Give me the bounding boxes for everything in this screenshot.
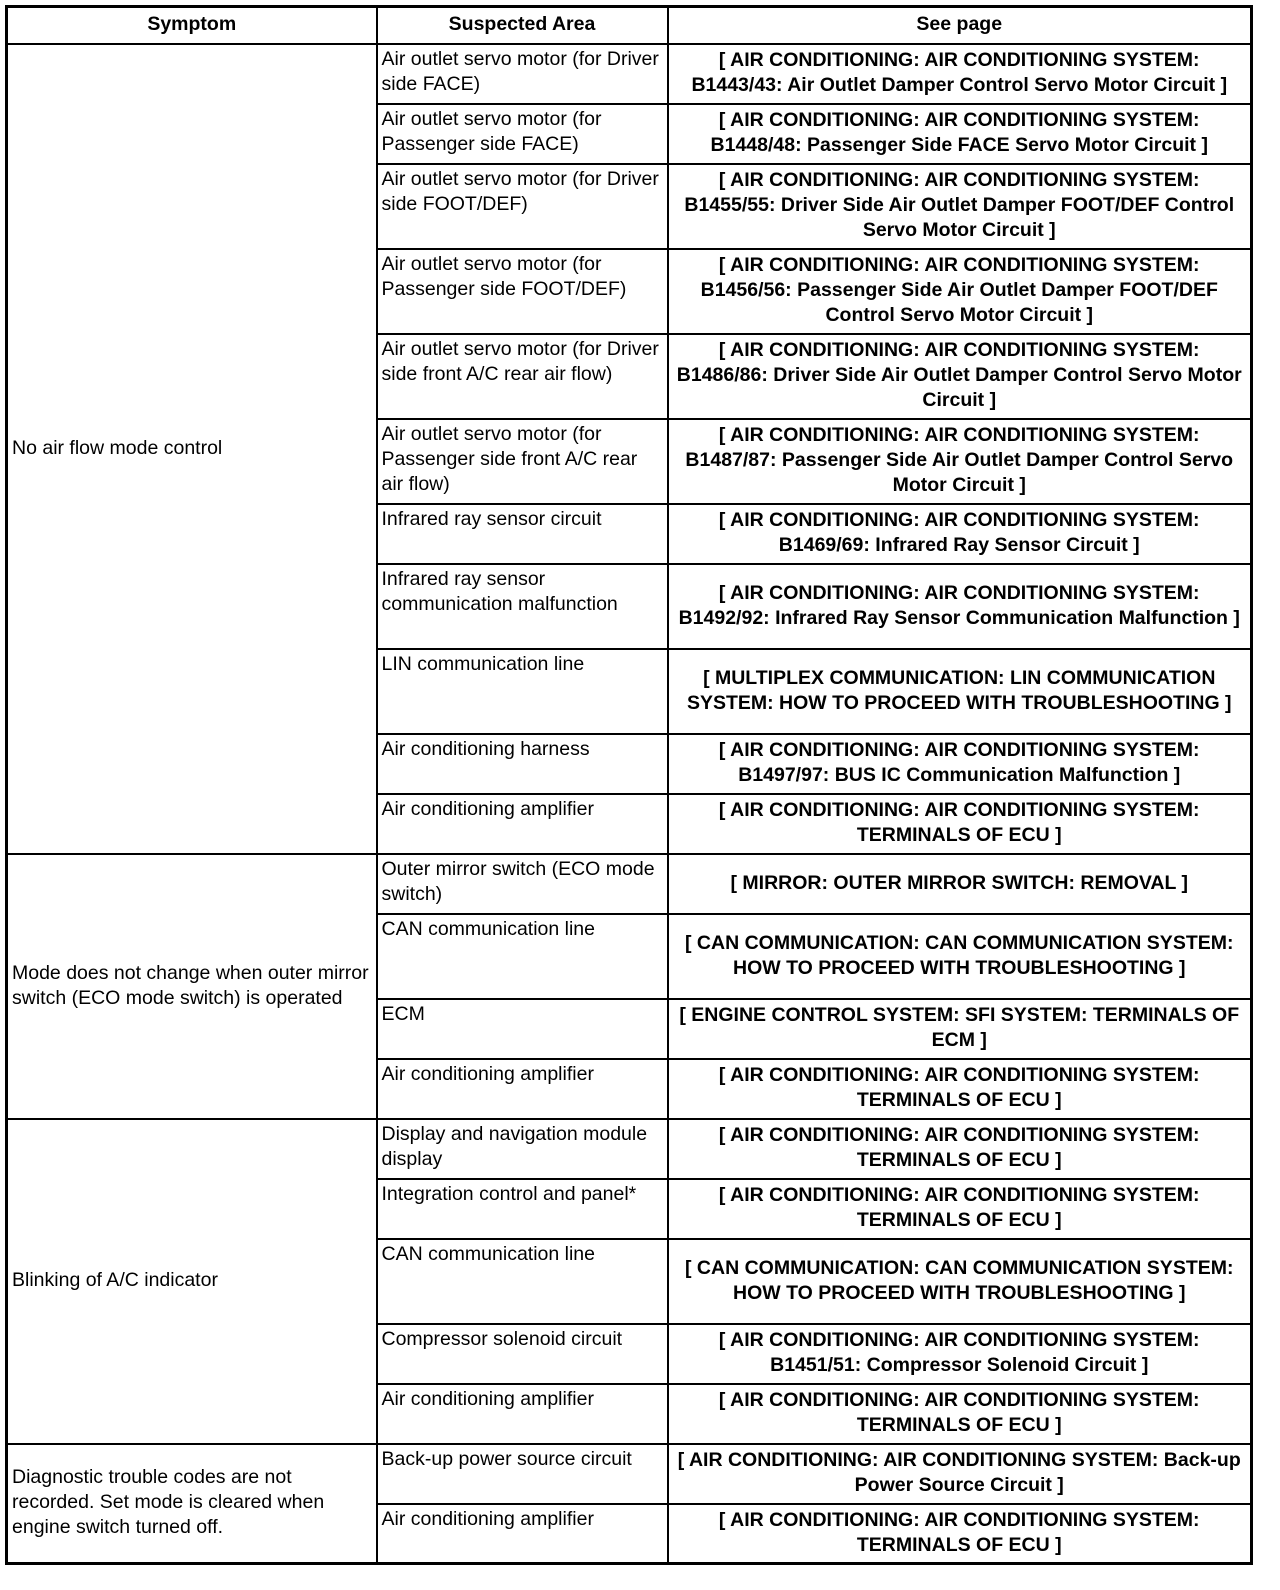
suspected-area-cell: CAN communication line	[377, 914, 668, 999]
see-page-cell: [ CAN COMMUNICATION: CAN COMMUNICATION SYSTEM: HOW TO PROCEED WITH TROUBLESHOOTING ]	[668, 1239, 1252, 1324]
suspected-area-cell: Air outlet servo motor (for Passenger side FACE)	[377, 104, 668, 164]
suspected-area-cell: LIN communication line	[377, 649, 668, 734]
see-page-cell: [ AIR CONDITIONING: AIR CONDITIONING SYSTEM: B1455/55: Driver Side Air Outlet Damper FOOT/DEF Control Servo Motor Circuit ]	[668, 164, 1252, 249]
suspected-area-cell: CAN communication line	[377, 1239, 668, 1324]
table-row	[7, 44, 1252, 104]
suspected-area-cell: Air conditioning amplifier	[377, 1059, 668, 1119]
suspected-area-cell: ECM	[377, 999, 668, 1059]
see-page-cell: [ MIRROR: OUTER MIRROR SWITCH: REMOVAL ]	[668, 854, 1252, 914]
suspected-area-cell: Air outlet servo motor (for Passenger side front A/C rear air flow)	[377, 419, 668, 504]
see-page-cell: [ AIR CONDITIONING: AIR CONDITIONING SYSTEM: TERMINALS OF ECU ]	[668, 1119, 1252, 1179]
see-page-header: See page	[668, 7, 1252, 44]
suspected-area-cell: Back-up power source circuit	[377, 1444, 668, 1504]
suspected-area-cell: Air outlet servo motor (for Driver side FACE)	[377, 44, 668, 104]
see-page-cell: [ AIR CONDITIONING: AIR CONDITIONING SYSTEM: B1497/97: BUS IC Communication Malfunction ]	[668, 734, 1252, 794]
suspected-area-cell: Air conditioning amplifier	[377, 1504, 668, 1564]
symptom-cell: Mode does not change when outer mirror switch (ECO mode switch) is operated	[7, 854, 377, 1119]
table-row	[7, 1444, 1252, 1504]
see-page-cell: [ AIR CONDITIONING: AIR CONDITIONING SYSTEM: Back-up Power Source Circuit ]	[668, 1444, 1252, 1504]
symptom-cell: Blinking of A/C indicator	[7, 1119, 377, 1444]
symptom-header: Symptom	[7, 7, 377, 44]
suspected-area-cell: Air conditioning amplifier	[377, 1384, 668, 1444]
see-page-cell: [ AIR CONDITIONING: AIR CONDITIONING SYSTEM: TERMINALS OF ECU ]	[668, 1059, 1252, 1119]
see-page-cell: [ CAN COMMUNICATION: CAN COMMUNICATION SYSTEM: HOW TO PROCEED WITH TROUBLESHOOTING ]	[668, 914, 1252, 999]
suspected-area-cell: Air outlet servo motor (for Passenger side FOOT/DEF)	[377, 249, 668, 334]
suspected-area-cell: Display and navigation module display	[377, 1119, 668, 1179]
see-page-cell: [ AIR CONDITIONING: AIR CONDITIONING SYSTEM: TERMINALS OF ECU ]	[668, 1179, 1252, 1239]
symptom-cell: No air flow mode control	[7, 44, 377, 854]
suspected-area-cell: Air conditioning amplifier	[377, 794, 668, 854]
suspected-area-cell: Air conditioning harness	[377, 734, 668, 794]
suspected-area-header: Suspected Area	[377, 7, 668, 44]
suspected-area-cell: Infrared ray sensor communication malfunction	[377, 564, 668, 649]
see-page-cell: [ AIR CONDITIONING: AIR CONDITIONING SYSTEM: B1487/87: Passenger Side Air Outlet Damper Control Servo Motor Circuit ]	[668, 419, 1252, 504]
suspected-area-cell: Integration control and panel*	[377, 1179, 668, 1239]
see-page-cell: [ AIR CONDITIONING: AIR CONDITIONING SYSTEM: B1443/43: Air Outlet Damper Control Servo Motor Circuit ]	[668, 44, 1252, 104]
troubleshooting-table	[5, 5, 1253, 1565]
see-page-cell: [ AIR CONDITIONING: AIR CONDITIONING SYSTEM: TERMINALS OF ECU ]	[668, 1384, 1252, 1444]
suspected-area-cell: Compressor solenoid circuit	[377, 1324, 668, 1384]
table-row	[7, 854, 1252, 914]
header-row	[7, 7, 1252, 44]
see-page-cell: [ AIR CONDITIONING: AIR CONDITIONING SYSTEM: B1448/48: Passenger Side FACE Servo Motor Circuit ]	[668, 104, 1252, 164]
table-row	[7, 1119, 1252, 1179]
suspected-area-cell: Air outlet servo motor (for Driver side FOOT/DEF)	[377, 164, 668, 249]
suspected-area-cell: Infrared ray sensor circuit	[377, 504, 668, 564]
see-page-cell: [ ENGINE CONTROL SYSTEM: SFI SYSTEM: TERMINALS OF ECM ]	[668, 999, 1252, 1059]
see-page-cell: [ AIR CONDITIONING: AIR CONDITIONING SYSTEM: B1469/69: Infrared Ray Sensor Circuit ]	[668, 504, 1252, 564]
see-page-cell: [ AIR CONDITIONING: AIR CONDITIONING SYSTEM: B1492/92: Infrared Ray Sensor Communication Malfunction ]	[668, 564, 1252, 649]
see-page-cell: [ MULTIPLEX COMMUNICATION: LIN COMMUNICATION SYSTEM: HOW TO PROCEED WITH TROUBLESHOOTING ]	[668, 649, 1252, 734]
suspected-area-cell: Air outlet servo motor (for Driver side front A/C rear air flow)	[377, 334, 668, 419]
see-page-cell: [ AIR CONDITIONING: AIR CONDITIONING SYSTEM: B1456/56: Passenger Side Air Outlet Damper FOOT/DEF Control Servo Motor Circuit ]	[668, 249, 1252, 334]
suspected-area-cell: Outer mirror switch (ECO mode switch)	[377, 854, 668, 914]
see-page-cell: [ AIR CONDITIONING: AIR CONDITIONING SYSTEM: B1451/51: Compressor Solenoid Circuit ]	[668, 1324, 1252, 1384]
symptom-cell: Diagnostic trouble codes are not recorded. Set mode is cleared when engine switch turned off.	[7, 1444, 377, 1564]
see-page-cell: [ AIR CONDITIONING: AIR CONDITIONING SYSTEM: B1486/86: Driver Side Air Outlet Damper Control Servo Motor Circuit ]	[668, 334, 1252, 419]
see-page-cell: [ AIR CONDITIONING: AIR CONDITIONING SYSTEM: TERMINALS OF ECU ]	[668, 794, 1252, 854]
see-page-cell: [ AIR CONDITIONING: AIR CONDITIONING SYSTEM: TERMINALS OF ECU ]	[668, 1504, 1252, 1564]
